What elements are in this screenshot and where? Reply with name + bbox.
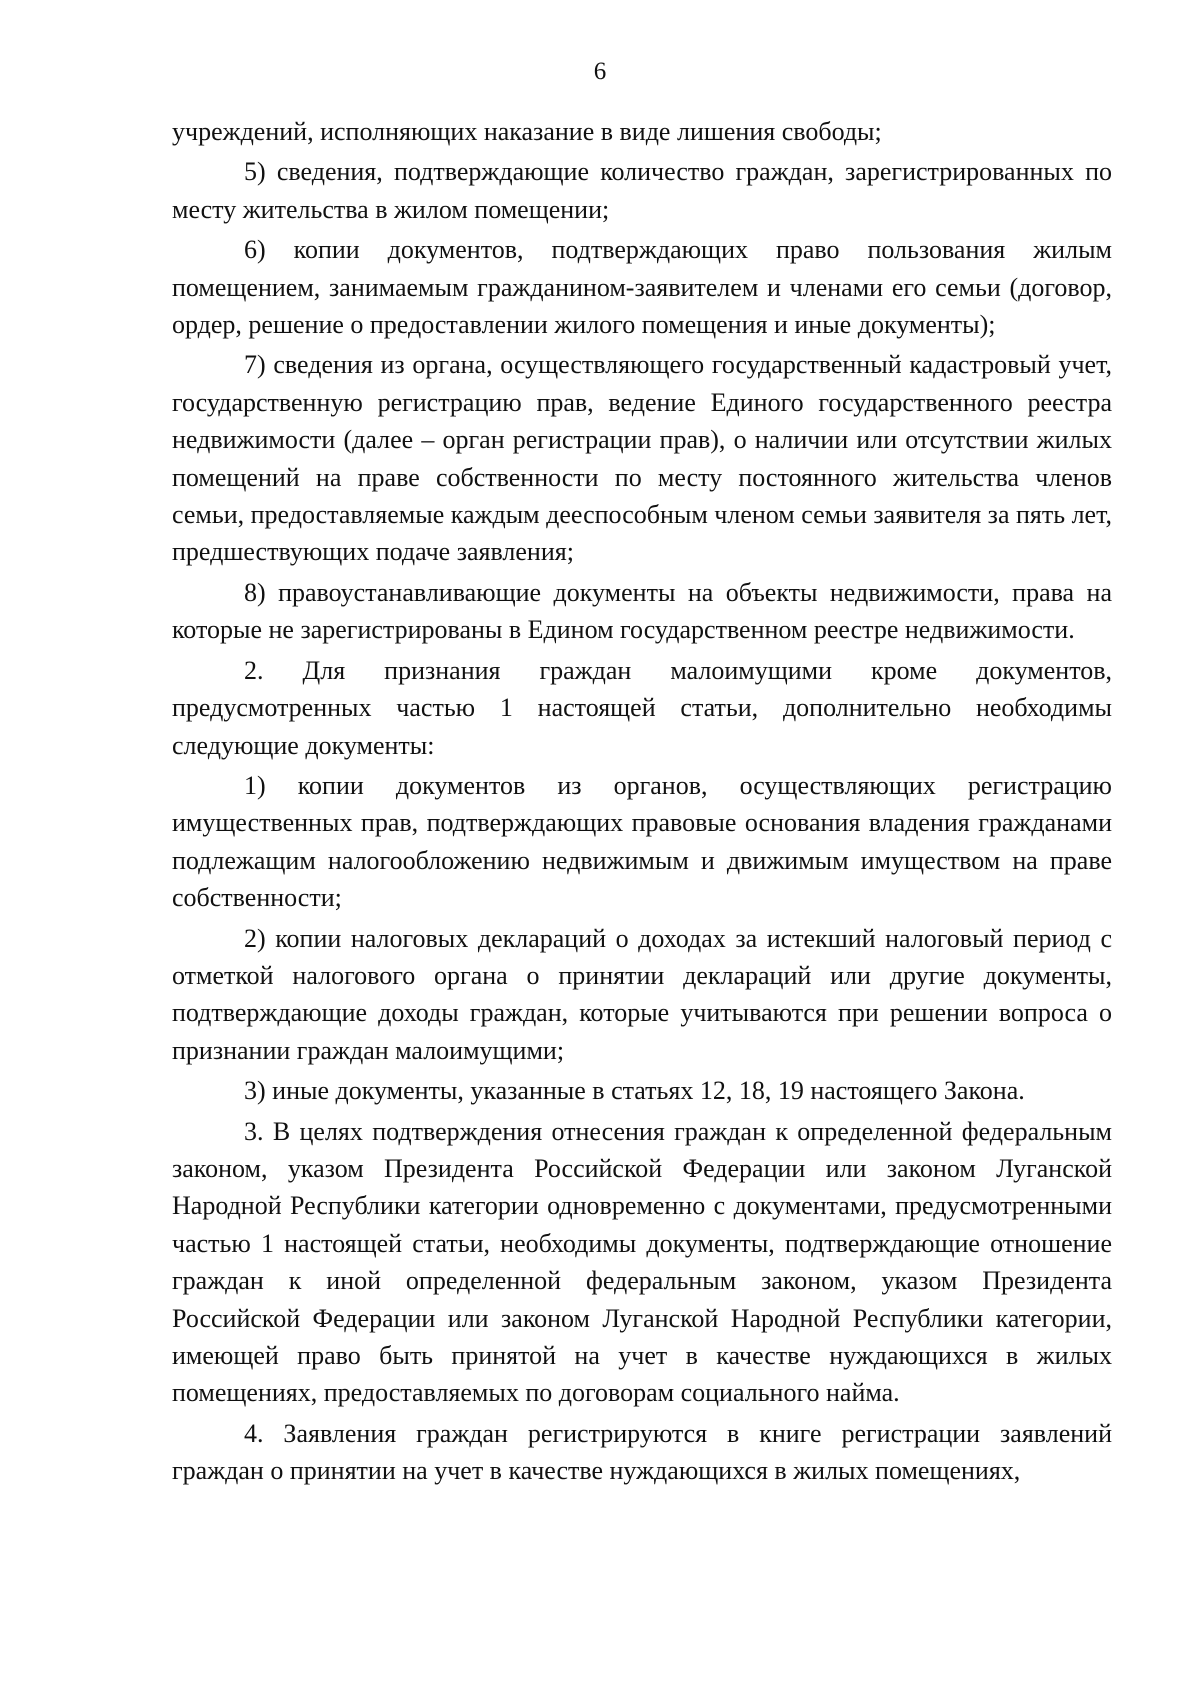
list-item-8: 8) правоустанавливающие документы на объекты недвижимости, права на которые не зарегистрированы в Едином государственном реестре недвижимости. xyxy=(172,577,1112,645)
page-number: 6 xyxy=(593,58,607,85)
list-item-6: 6) копии документов, подтверждающих право пользования жилым помещением, занимаемым гражданином-заявителем и членами его семьи (договор, ордер, решение о предоставлении жилого помещения и иные документы); xyxy=(172,235,1112,340)
section-2-item-2: 2) копии налоговых деклараций о доходах за истекший налоговый период с отметкой налогового органа о принятии деклараций или другие документы, подтверждающие доходы граждан, которые учитываются при решении вопроса о признании граждан малоимущими; xyxy=(172,923,1112,1065)
paragraph-continuation: учреждений, исполняющих наказание в виде лишения свободы; xyxy=(172,117,882,146)
section-3: 3. В целях подтверждения отнесения граждан к определенной федеральным законом, указом Президента Российской Федерации или законом Луганской Народной Республики категории одновременно с документами, предусмотренными частью 1 настоящей статьи, необходимы документы, подтверждающие отношение граждан к иной определенной федеральным законом, указом Президента Российской Федерации или законом Луганской Народной Республики категории, имеющей право быть принятой на учет в качестве нуждающихся в жилых помещениях, предоставляемых по договорам социального найма. xyxy=(172,1116,1112,1408)
section-2: 2. Для признания граждан малоимущими кроме документов, предусмотренных частью 1 настоящей статьи, дополнительно необходимы следующие документы: xyxy=(172,655,1112,760)
section-2-item-3: 3) иные документы, указанные в статьях 12, 18, 19 настоящего Закона. xyxy=(244,1076,1025,1106)
list-item-5: 5) сведения, подтверждающие количество граждан, зарегистрированных по месту жительства в жилом помещении; xyxy=(172,157,1112,224)
section-2-item-1: 1) копии документов из органов, осуществляющих регистрацию имущественных прав, подтверждающих правовые основания владения гражданами подлежащим налогообложению недвижимым и движимым имуществом на праве собственности; xyxy=(172,770,1112,913)
section-4: 4. Заявления граждан регистрируются в книге регистрации заявлений граждан о принятии на учет в качестве нуждающихся в жилых помещениях, xyxy=(172,1418,1112,1486)
list-item-7: 7) сведения из органа, осуществляющего государственный кадастровый учет, государственную регистрацию прав, ведение Единого государственного реестра недвижимости (далее – орган регистрации прав), о наличии или отсутствии жилых помещений на праве собственности по месту постоянного жительства членов семьи, предоставляемые каждым дееспособным членом семьи заявителя за пять лет, предшествующих подаче заявления; xyxy=(172,350,1112,567)
document-body xyxy=(172,113,1112,1493)
